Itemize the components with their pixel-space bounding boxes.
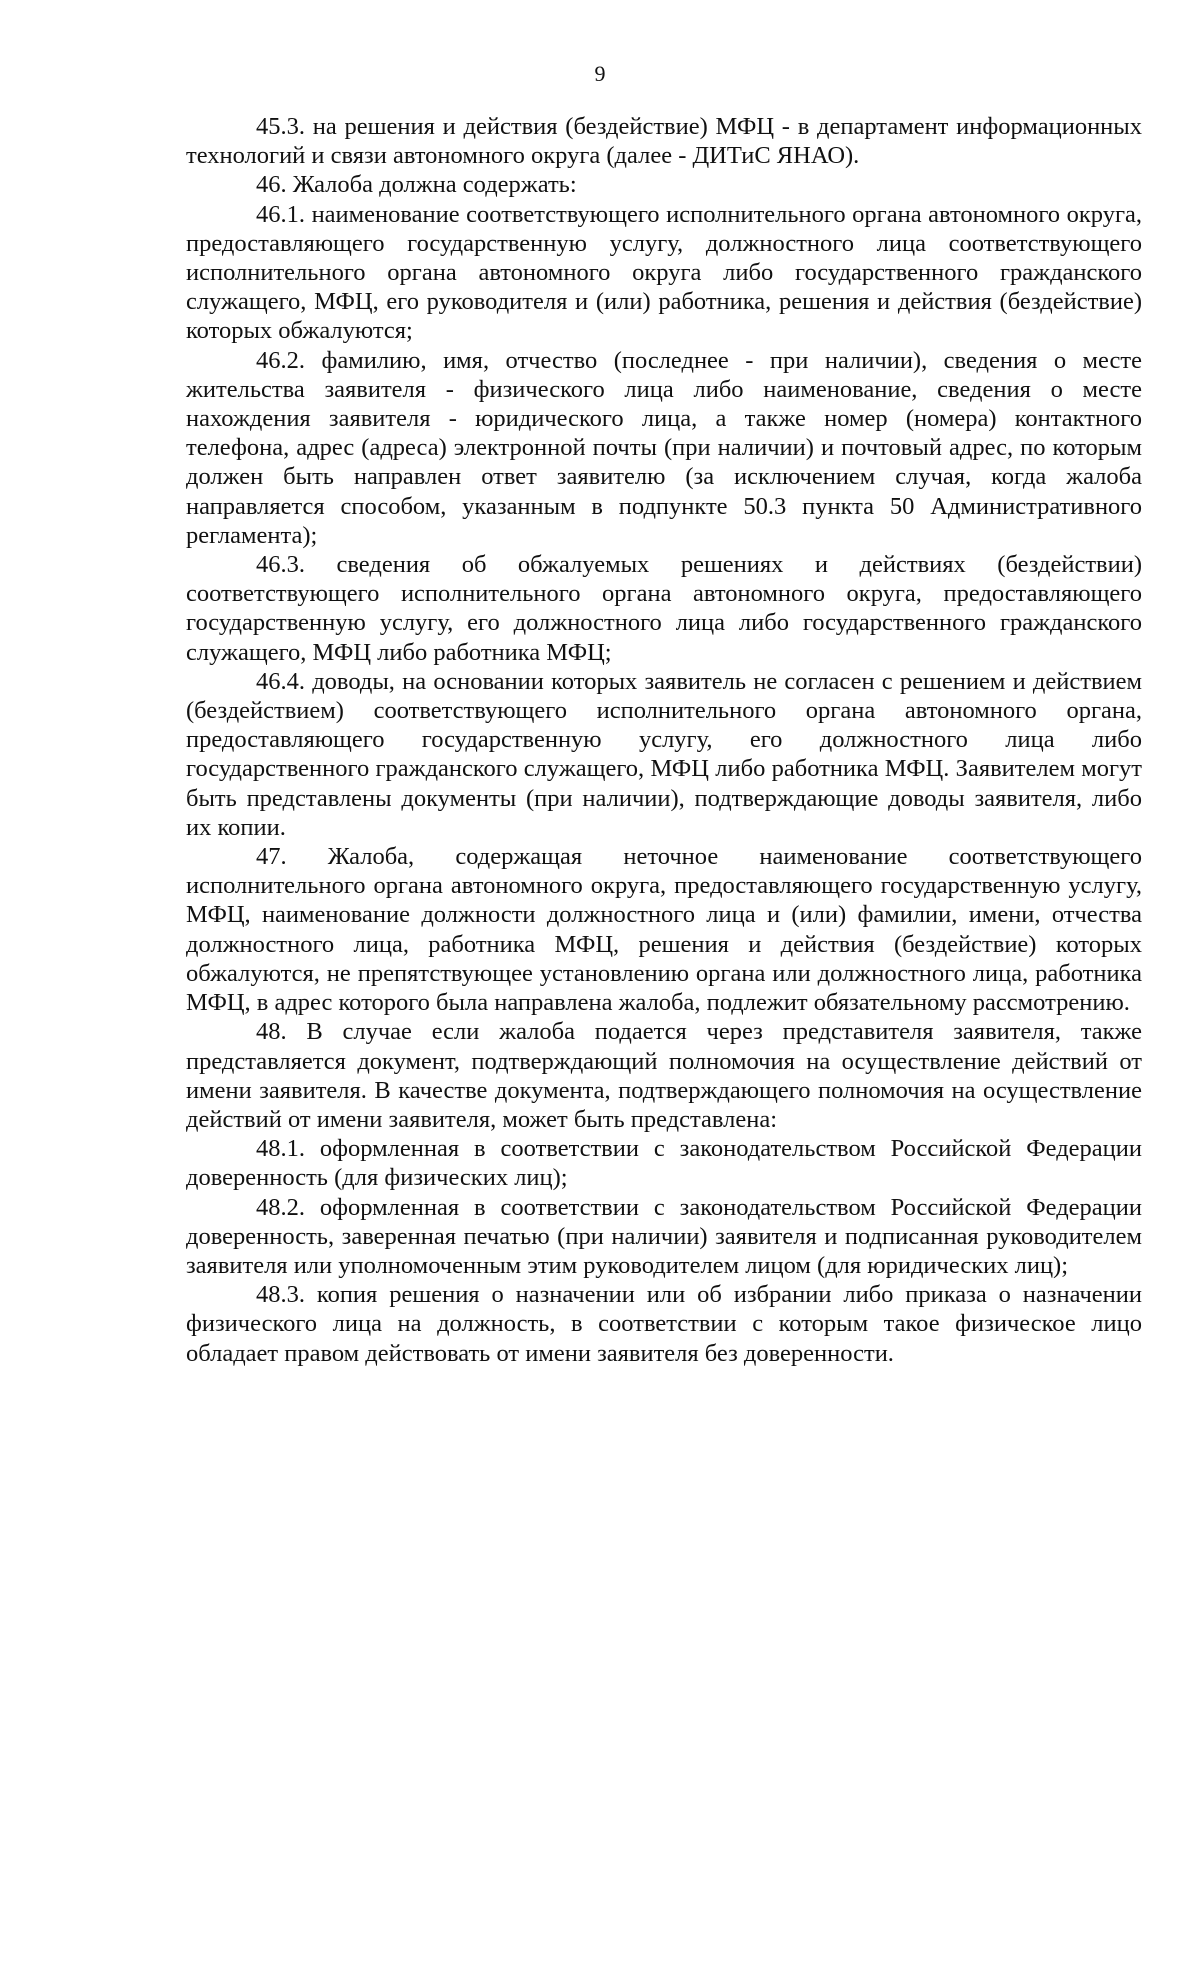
page-number: 9 [594, 61, 606, 86]
paragraph-46: 46. Жалоба должна содержать: [256, 171, 577, 199]
paragraph-45-3: 45.3. на решения и действия (бездействие) МФЦ - в департамент информационных технологий и связи автономного округа (далее - ДИТиС ЯНАО). [186, 113, 1142, 170]
document-body [186, 112, 1142, 1368]
paragraph-46-1: 46.1. наименование соответствующего исполнительного органа автономного округа, предоставляющего государственную услугу, должностного лица соответствующего исполнительного органа автономного округа либо государственного гражданского служащего, МФЦ, его руководителя и (или) работника, решения и действия (бездействие) которых обжалуются; [186, 200, 1142, 345]
paragraph-46-4: 46.4. доводы, на основании которых заявитель не согласен с решением и действием (бездействием) соответствующего исполнительного органа автономного органа, предоставляющего государственную услугу, его должностного лица либо государственного гражданского служащего, МФЦ либо работника МФЦ. Заявителем могут быть представлены документы (при наличии), подтверждающие доводы заявителя, либо их копии. [186, 667, 1142, 841]
paragraph-48-2: 48.2. оформленная в соответствии с законодательством Российской Федерации доверенность, заверенная печатью (при наличии) заявителя и подписанная руководителем заявителя или уполномоченным этим руководителем лицом (для юридических лиц); [186, 1193, 1142, 1279]
paragraph-48-3: 48.3. копия решения о назначении или об избрании либо приказа о назначении физического лица на должность, в соответствии с которым такое физическое лицо обладает правом действовать от имени заявителя без доверенности. [186, 1281, 1142, 1367]
paragraph-46-3: 46.3. сведения об обжалуемых решениях и действиях (бездействии) соответствующего исполнительного органа автономного округа, предоставляющего государственную услугу, его должностного лица либо государственного гражданского служащего, МФЦ либо работника МФЦ; [186, 551, 1142, 666]
paragraph-47: 47. Жалоба, содержащая неточное наименование соответствующего исполнительного органа автономного округа, предоставляющего государственную услугу, МФЦ, наименование должности должностного лица и (или) фамилии, имени, отчества должностного лица, работника МФЦ, решения и действия (бездействие) которых обжалуются, не препятствующее установлению органа или должностного лица, работника МФЦ, в адрес которого была направлена жалоба, подлежит обязательному рассмотрению. [186, 843, 1142, 1017]
paragraph-46-2: 46.2. фамилию, имя, отчество (последнее - при наличии), сведения о месте жительства заявителя - физического лица либо наименование, сведения о месте нахождения заявителя - юридического лица, а также номер (номера) контактного телефона, адрес (адреса) электронной почты (при наличии) и почтовый адрес, по которым должен быть направлен ответ заявителю (за исключением случая, когда жалоба направляется способом, указанным в подпункте 50.3 пункта 50 Административного регламента); [186, 346, 1142, 549]
paragraph-48: 48. В случае если жалоба подается через представителя заявителя, также представляется документ, подтверждающий полномочия на осуществление действий от имени заявителя. В качестве документа, подтверждающего полномочия на осуществление действий от имени заявителя, может быть представлена: [186, 1018, 1142, 1133]
paragraph-48-1: 48.1. оформленная в соответствии с законодательством Российской Федерации доверенность (для физических лиц); [186, 1135, 1142, 1192]
